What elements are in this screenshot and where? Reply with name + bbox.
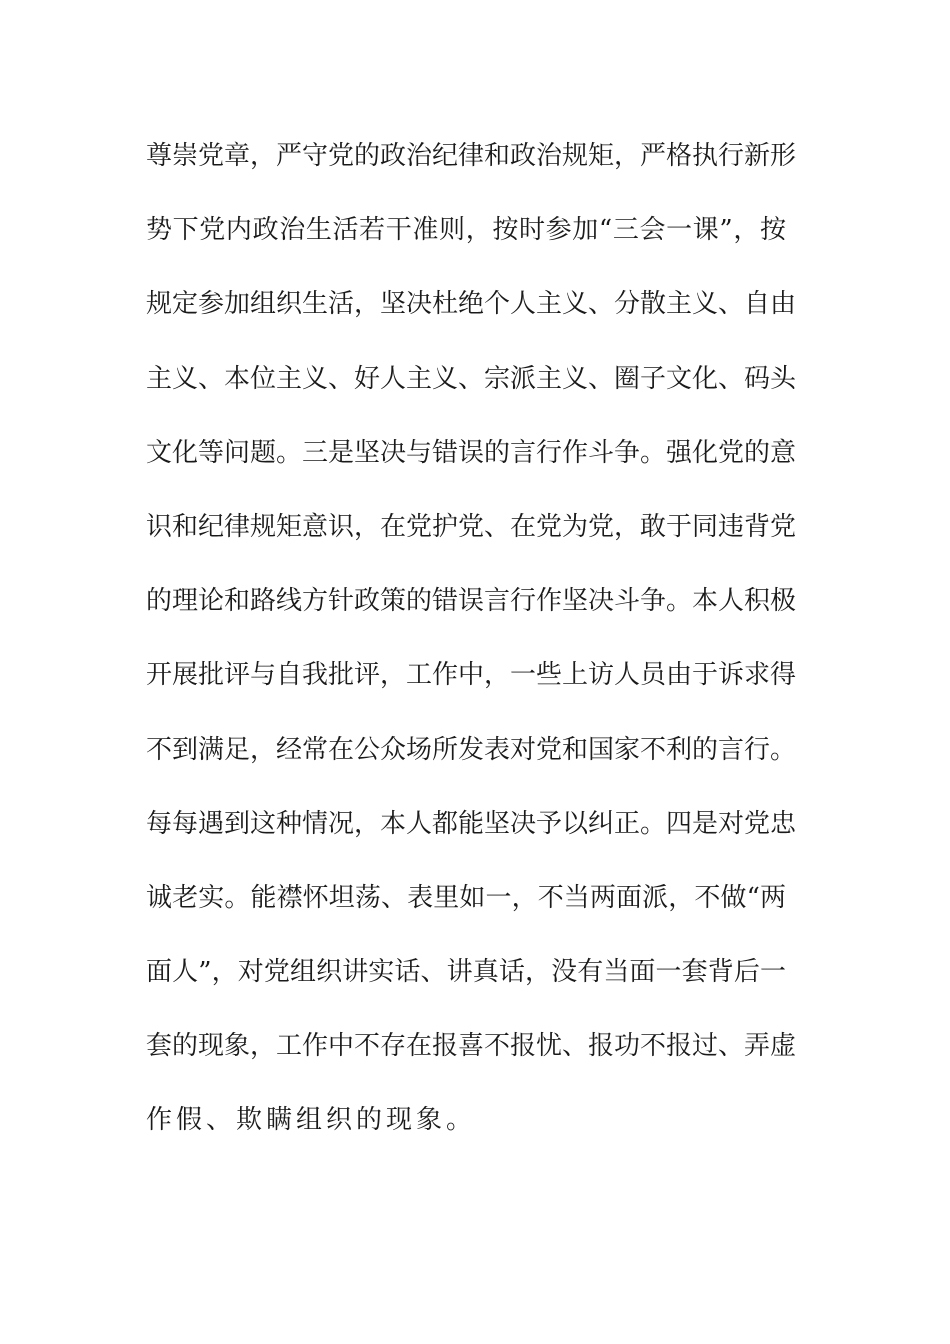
paragraph-line: 不到满足，经常在公众场所发表对党和国家不利的言行。 [146,734,797,765]
paragraph-line-last: 作假、欺瞒组织的现象。 [146,1105,477,1136]
paragraph-line: 开展批评与自我批评，工作中，一些上访人员由于诉求得 [146,660,797,691]
paragraph-line: 的理论和路线方针政策的错误言行作坚决斗争。本人积极 [146,586,797,617]
paragraph-line: 主义、本位主义、好人主义、宗派主义、圈子文化、码头 [146,363,797,394]
paragraph-line: 势下党内政治生活若干准则，按时参加“三会一课”，按 [146,215,786,246]
paragraph-line: 识和纪律规矩意识，在党护党、在党为党，敢于同违背党 [146,511,797,542]
paragraph-line: 尊崇党章，严守党的政治纪律和政治规矩，严格执行新形 [146,141,797,171]
paragraph-line: 每每遇到这种情况，本人都能坚决予以纠正。四是对党忠 [146,808,797,839]
paragraph-line: 规定参加组织生活，坚决杜绝个人主义、分散主义、自由 [146,289,797,320]
paragraph-line: 套的现象，工作中不存在报喜不报忧、报功不报过、弄虚 [146,1031,797,1062]
paragraph-line: 面人”，对党组织讲实话、讲真话，没有当面一套背后一 [146,957,786,988]
paragraph-line: 诚老实。能襟怀坦荡、表里如一，不当两面派，不做“两 [146,882,786,913]
paragraph-line: 文化等问题。三是坚决与错误的言行作斗争。强化党的意 [146,437,797,468]
body-paragraph [146,128,797,1167]
